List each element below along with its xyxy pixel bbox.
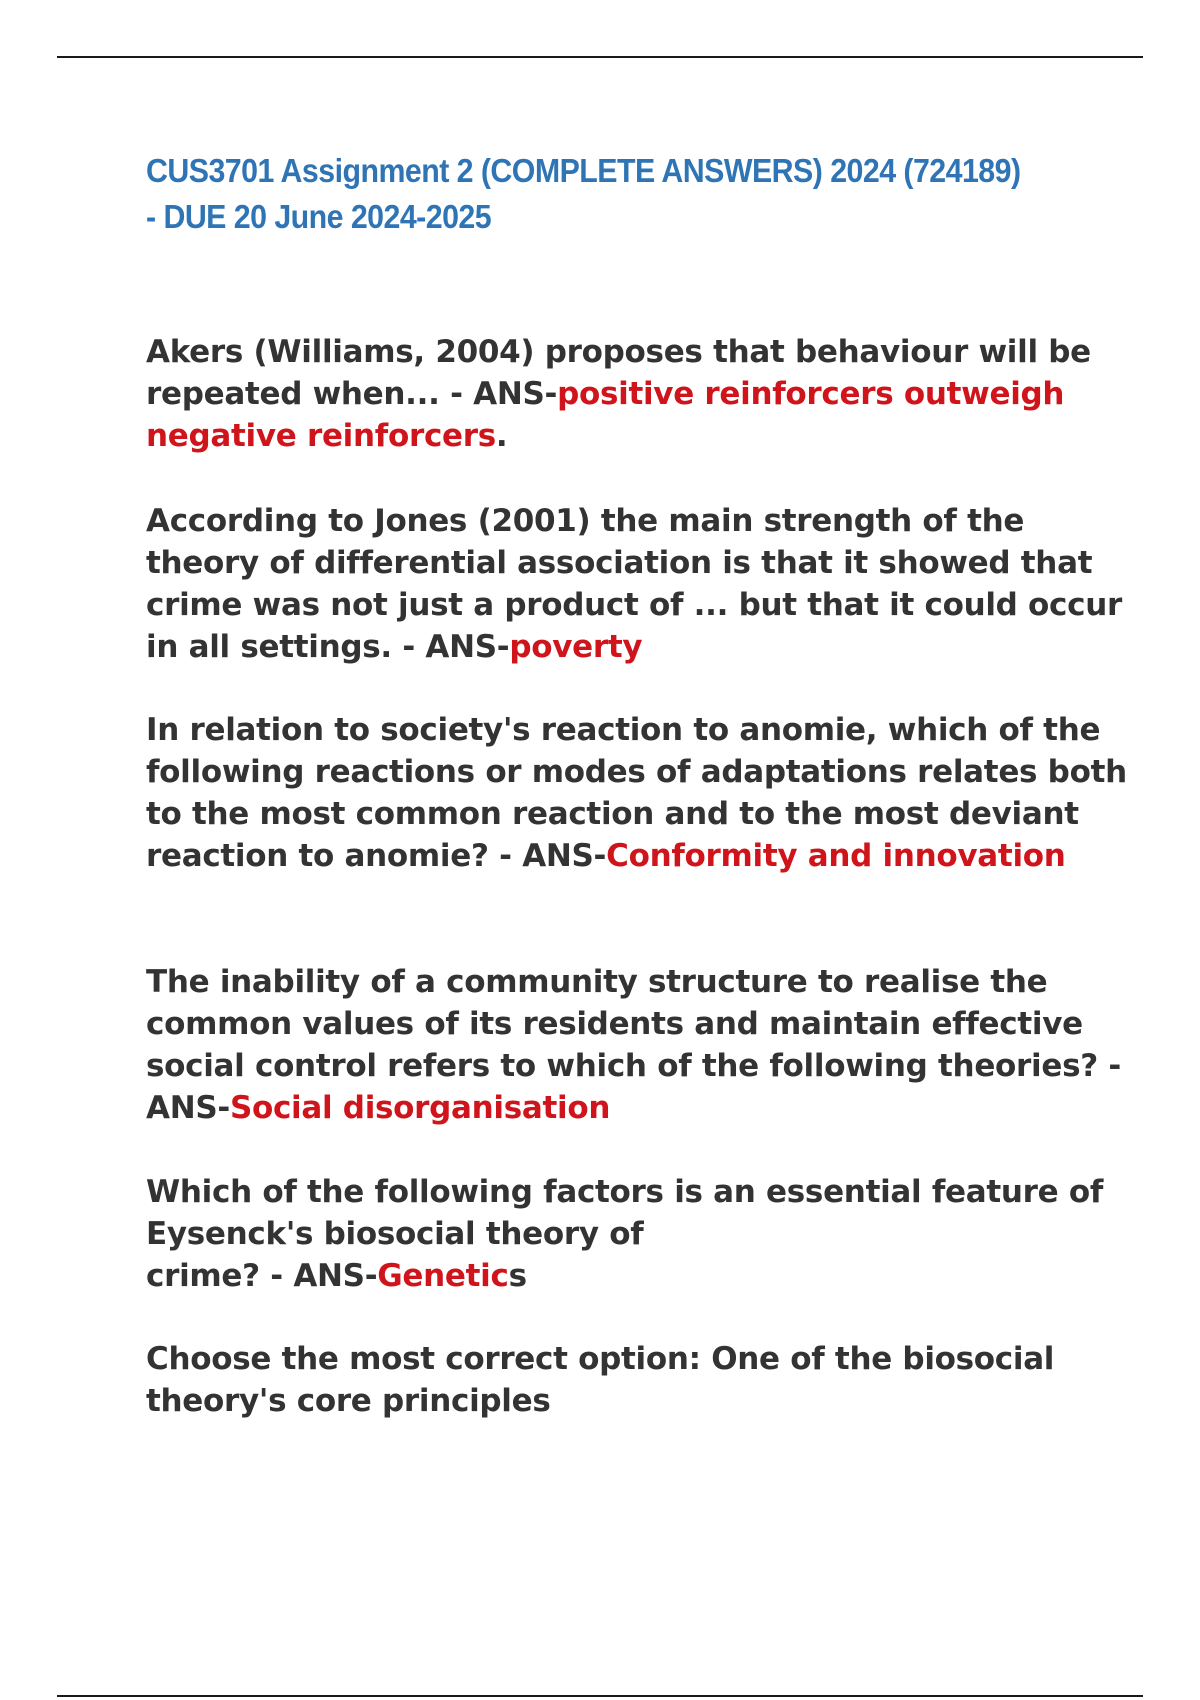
answer-text: positive reinforcers outweigh negative reinforcers: [146, 376, 1065, 454]
qa-item-4: [146, 961, 1146, 1129]
bottom-rule: [57, 1695, 1143, 1697]
question-text: In relation to society's reaction to anomie, which of the following reactions or modes of adaptations relates both to the most common reaction and to the most deviant reaction to anomie? - ANS-: [146, 712, 1127, 874]
qa-item-5: [146, 1171, 1146, 1297]
question-text: The inability of a community structure to realise the common values of its residents and maintain effective social control refers to which of the following theories? - ANS-: [146, 964, 1121, 1126]
qa-item-6: [146, 1338, 1146, 1422]
document-title: CUS3701 Assignment 2 (COMPLETE ANSWERS) 2024 (724189) - DUE 20 June 2024-2025: [146, 152, 1021, 235]
answer-text: Social disorganisation: [229, 1090, 611, 1126]
answer-text: Conformity and innovation: [606, 838, 1066, 874]
top-rule: [57, 56, 1143, 58]
question-text-line1: Which of the following factors is an essential feature of Eysenck's biosocial theory of: [146, 1174, 1104, 1252]
answer-text: Genetic: [377, 1258, 509, 1294]
answer-text: poverty: [509, 629, 643, 665]
qa-item-2: [146, 500, 1146, 668]
question-text: Akers (Williams, 2004) proposes that behaviour will be repeated when... - ANS-: [146, 334, 1091, 412]
question-text: According to Jones (2001) the main strength of the theory of differential association is that it showed that crime was not just a product of ... but that it could occur in all settings. - ANS-: [146, 503, 1122, 665]
answer-suffix: s: [508, 1258, 527, 1294]
qa-item-3: [146, 709, 1146, 877]
answer-suffix: .: [495, 418, 508, 454]
question-text-line2: crime? - ANS-: [146, 1258, 378, 1294]
question-text: Choose the most correct option: One of the biosocial theory's core principles: [146, 1341, 1055, 1419]
qa-item-1: [146, 331, 1146, 457]
